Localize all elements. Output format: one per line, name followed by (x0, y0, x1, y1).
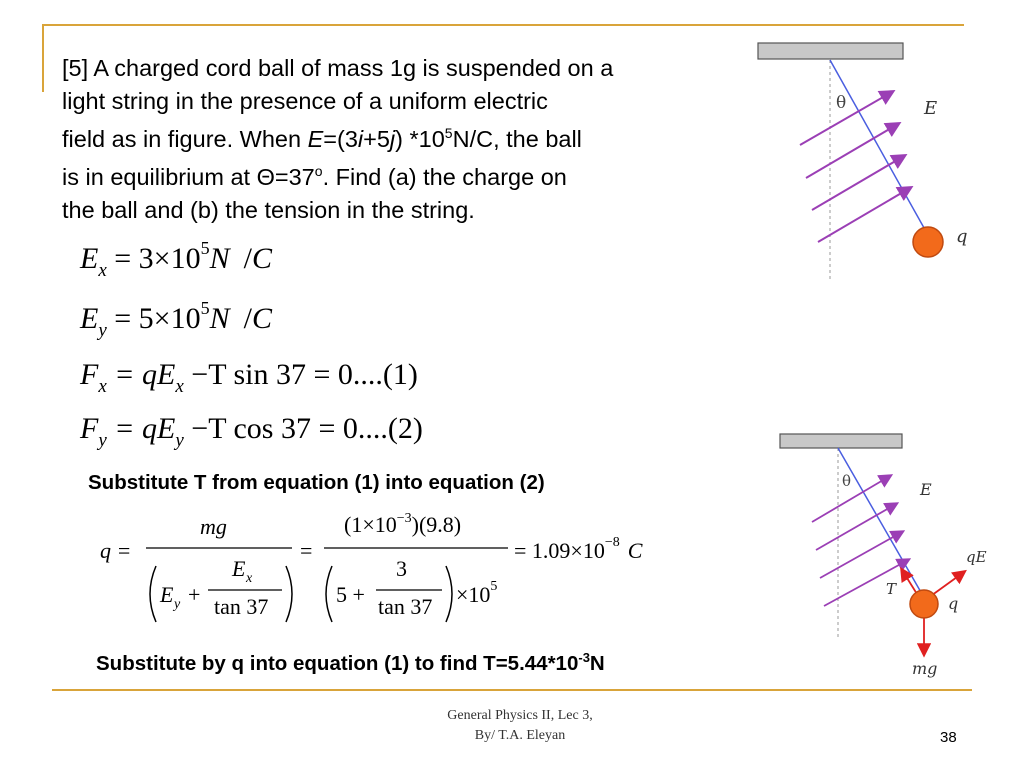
ceiling-support (780, 434, 902, 448)
problem-line-1: [5] A charged cord ball of mass 1g is suspended on a (62, 55, 614, 81)
string (838, 448, 922, 594)
ceiling-support (758, 43, 903, 59)
slide-left-rule (42, 24, 44, 92)
charged-ball (910, 590, 938, 618)
equation-fy: $F_y = qE_y -T$ cos 37 = 0....(2) (80, 412, 423, 451)
slide-top-rule (42, 24, 964, 26)
problem-statement (62, 52, 752, 226)
paren-left-1 (150, 566, 156, 622)
e-label: E (920, 480, 932, 499)
step-substitute-q: Substitute by q into equation (1) to find $T=5.44*10^{-3}N$ (96, 650, 605, 675)
footer (390, 706, 650, 746)
ey-sub: y (174, 597, 181, 612)
string (830, 60, 928, 235)
mg-label: mg (912, 659, 938, 678)
paren-right-1 (286, 566, 292, 622)
five-plus: 5 + (336, 582, 365, 607)
ex-sub: x (246, 571, 253, 586)
ey-term: E (160, 582, 174, 607)
q-label: q (948, 594, 959, 613)
equation-ex: $E_x = 3\times 10^5N$ /C (80, 238, 272, 281)
problem-line-5: the ball and (b) the tension in the string. (62, 196, 475, 223)
ex-term: E (232, 556, 246, 581)
e-label: E (924, 98, 938, 119)
equation-fx: $F_x = qE_x -T$ sin 37 = 0....(1) (80, 358, 418, 397)
charge-equation (96, 502, 688, 628)
paren-left-2 (326, 566, 332, 622)
problem-line-3: field as in figure. When E=(3i+5j) $*10^5N/C$, the ball (62, 125, 582, 152)
plus-1: + (188, 582, 201, 607)
problem-line-2: light string in the presence of a uniform electric (62, 87, 548, 114)
problem-line-4: is in equilibrium at $\Theta=37^o$. Find (a) the charge on (62, 163, 567, 191)
numerator-2: $(1\times 10^{-3})(9.8)$ (344, 511, 462, 537)
theta-label: θ (836, 93, 847, 113)
step-substitute-t: Substitute T from equation (1) into equation (2) (88, 471, 545, 494)
field-line (818, 188, 910, 242)
field-line (820, 532, 902, 578)
q-label: q (956, 226, 968, 247)
diagram-electric-field-pendulum (756, 40, 976, 285)
equation-ey: $E_y = 5\times 10^5N$ /C (80, 298, 272, 341)
charged-ball (913, 227, 943, 257)
field-line (812, 156, 904, 210)
three: 3 (396, 556, 407, 581)
paren-right-2 (446, 566, 452, 622)
slide-bottom-rule (52, 689, 972, 691)
tan37-1: tan 37 (214, 594, 269, 619)
q-lhs: q = (100, 538, 132, 563)
footer-line-1: General Physics II, Lec 3, (447, 708, 593, 723)
field-line (806, 124, 898, 178)
result: = $1.09\times 10^{-8}$ C (514, 535, 643, 563)
footer-line-2: By/ T.A. Eleyan (474, 728, 566, 743)
t-label: T (886, 580, 897, 598)
mg-numerator: mg (200, 514, 227, 539)
qe-label: qE (966, 548, 987, 566)
times-ten: $\times 10^5$ (456, 579, 498, 607)
tan37-2: tan 37 (378, 594, 433, 619)
diagram-force-balance (778, 432, 998, 682)
theta-label: θ (842, 472, 852, 490)
equals-2: = (300, 538, 313, 563)
page-number: 38 (940, 729, 957, 746)
